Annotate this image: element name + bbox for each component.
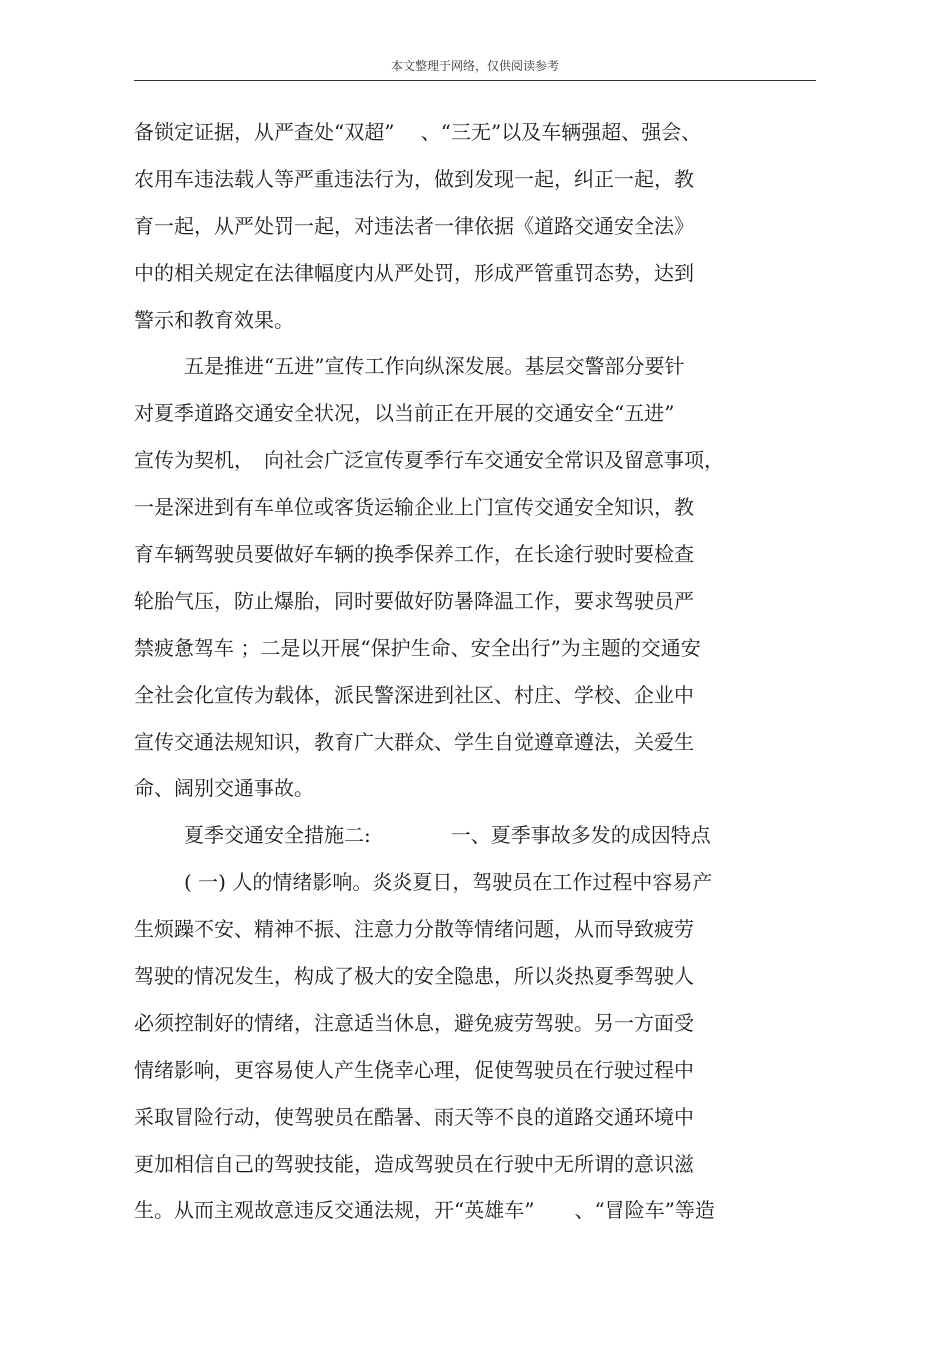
text-line: 育一起，从严处罚一起，对违法者一律依据《道路交通安全法》 (134, 213, 694, 238)
text-line: 一是深进到有车单位或客货运输企业上门宣传交通安全知识，教 (134, 495, 694, 520)
page-header (134, 58, 816, 81)
text-line: 农用车违法载人等严重违法行为，做到发现一起，纠正一起，教 (134, 166, 694, 191)
text-line: 备锁定证据，从严查处“双超” 、“三无”以及车辆强超、强会、 (134, 120, 702, 144)
paragraph-start-line: ( 一) 人的情绪影响。炎炎夏日，驾驶员在工作过程中容易产 (184, 870, 713, 895)
paragraph-start-line: 五是推进“五进”宣传工作向纵深发展。基层交警部分要针 (184, 354, 685, 379)
section-heading-line: 夏季交通安全措施二: 一、夏季事故多发的成因特点 (184, 823, 711, 848)
text-line: 警示和教育效果。 (134, 307, 294, 332)
text-line: 命、阔别交通事故。 (134, 776, 314, 801)
text-line: 中的相关规定在法律幅度内从严处罚，形成严管重罚态势，达到 (134, 260, 694, 285)
text-line: 情绪影响，更容易使人产生侥幸心理，促使驾驶员在行驶过程中 (134, 1057, 694, 1082)
text-line: 轮胎气压，防止爆胎，同时要做好防暑降温工作，要求驾驶员严 (134, 588, 694, 613)
text-line: 生。从而主观故意违反交通法规，开“英雄车” 、“冒险车”等造 (134, 1198, 715, 1223)
document-body (134, 109, 834, 1234)
text-line: 生烦躁不安、精神不振、注意力分散等情绪问题，从而导致疲劳 (134, 917, 694, 942)
text-line: 采取冒险行动，使驾驶员在酷暑、雨天等不良的道路交通环境中 (134, 1104, 694, 1129)
header-disclaimer: 本文整理于网络，仅供阅读参考 (390, 59, 559, 73)
text-line: 育车辆驾驶员要做好车辆的换季保养工作，在长途行驶时要检查 (134, 542, 694, 567)
text-line: 全社会化宣传为载体，派民警深进到社区、村庄、学校、企业中 (134, 682, 694, 707)
text-line: 禁疲惫驾车 ；二是以开展“保护生命、安全出行”为主题的交通安 (134, 635, 701, 660)
text-line: 驾驶的情况发生，构成了极大的安全隐患，所以炎热夏季驾驶人 (134, 964, 694, 989)
text-line: 宣传交通法规知识，教育广大群众、学生自觉遵章遵法，关爱生 (134, 729, 694, 754)
text-line: 必须控制好的情绪，注意适当休息，避免疲劳驾驶。另一方面受 (134, 1010, 694, 1035)
text-line: 对夏季道路交通安全状况，以当前正在开展的交通安全“五进” (134, 401, 675, 426)
text-line: 宣传为契机， 向社会广泛宣传夏季行车交通安全常识及留意事项， (134, 448, 724, 473)
text-line: 更加相信自己的驾驶技能，造成驾驶员在行驶中无所谓的意识滋 (134, 1151, 694, 1176)
